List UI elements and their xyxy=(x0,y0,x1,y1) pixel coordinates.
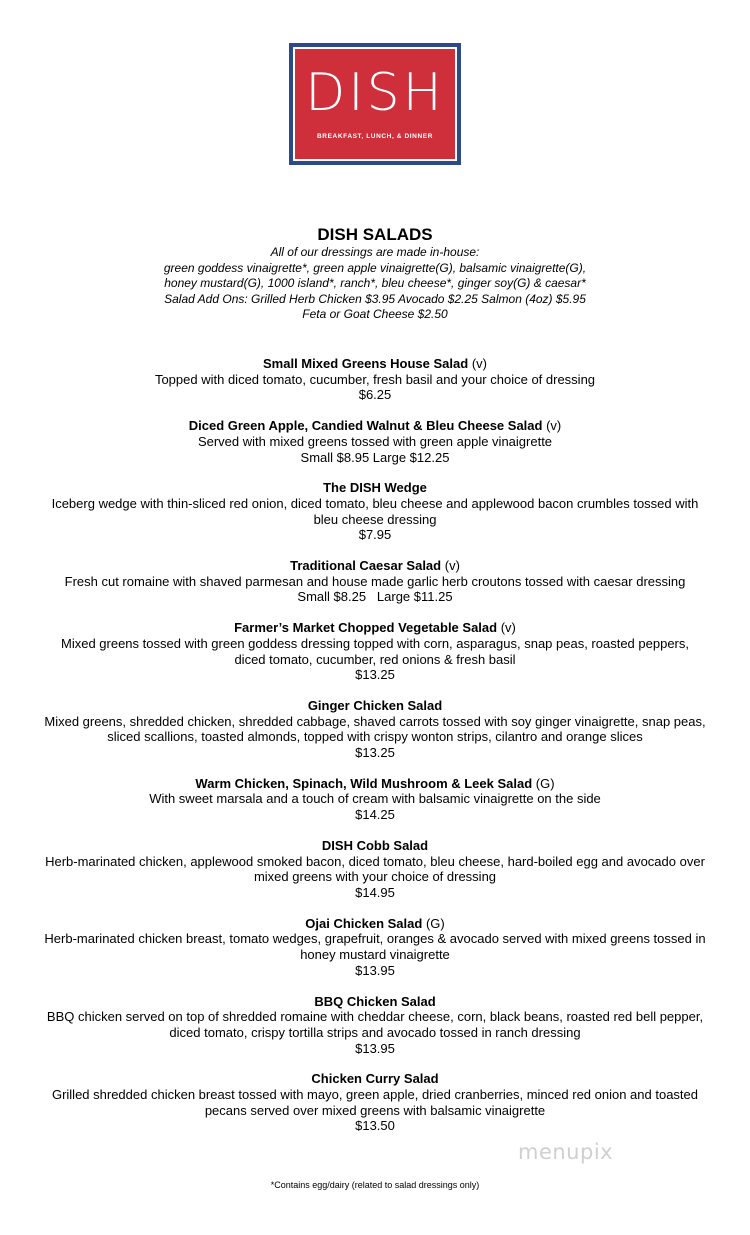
item-price: $13.95 xyxy=(355,962,395,978)
intro-line: All of our dressings are made in-house: xyxy=(270,245,480,259)
footnote: *Contains egg/dairy (related to salad dressings only) xyxy=(270,1180,480,1190)
intro-line: Salad Add Ons: Grilled Herb Chicken $3.95 Avocado $2.25 Salmon (4oz) $5.95 xyxy=(164,291,586,306)
item-name: Farmer’s Market Chopped Vegetable Salad xyxy=(234,620,498,636)
menu-item xyxy=(0,1071,750,1134)
item-price: $13.95 xyxy=(355,1040,395,1056)
item-tag: (v) xyxy=(500,620,516,636)
item-description: Iceberg wedge with thin-sliced red onion, diced tomato, bleu cheese and applewood bacon crumbles tossed with bleu cheese dressing xyxy=(51,495,699,527)
logo-panel xyxy=(293,47,457,161)
item-description: Herb-marinated chicken, applewood smoked bacon, diced tomato, bleu cheese, hard-boiled egg and avocado over mixed greens with your choice of dressing xyxy=(45,853,705,885)
menu-item xyxy=(0,994,750,1057)
logo-wordmark: DISH xyxy=(305,63,445,123)
item-name: Chicken Curry Salad xyxy=(311,1071,439,1087)
salad-list xyxy=(0,356,750,1149)
item-name: Traditional Caesar Salad xyxy=(290,558,442,574)
item-tag: (G) xyxy=(425,915,445,931)
item-description: Mixed greens, shredded chicken, shredded cabbage, shaved carrots tossed with soy ginger vinaigrette, snap peas, sliced scallions, toasted almonds, topped with crispy wonton strips, cilantro and orange slices xyxy=(44,713,706,745)
item-description: Grilled shredded chicken breast tossed with mayo, green apple, dried cranberries, minced red onion and toasted pecans served over mixed greens with balsamic vinaigrette xyxy=(51,1087,699,1118)
item-price: $7.95 xyxy=(358,527,392,543)
item-tag: (G) xyxy=(535,775,555,791)
intro-line: Feta or Goat Cheese $2.50 xyxy=(302,307,448,321)
item-name: Small Mixed Greens House Salad xyxy=(263,356,469,371)
section-header xyxy=(0,225,750,323)
item-name: DISH Cobb Salad xyxy=(321,837,429,853)
item-tag: (v) xyxy=(444,558,460,574)
intro-line: green goddess vinaigrette*, green apple vinaigrette(G), balsamic vinaigrette(G), xyxy=(163,260,587,275)
item-price: $6.25 xyxy=(358,387,392,403)
logo-tagline: BREAKFAST, LUNCH, & DINNER xyxy=(317,133,433,140)
menu-item xyxy=(0,916,750,979)
menu-item xyxy=(0,698,750,761)
menu-item xyxy=(0,620,750,683)
intro-line: honey mustard(G), 1000 island*, ranch*, bleu cheese*, ginger soy(G) & caesar* xyxy=(164,276,586,290)
item-description: Topped with diced tomato, cucumber, fresh basil and your choice of dressing xyxy=(154,371,596,387)
item-description: Herb-marinated chicken breast, tomato wedges, grapefruit, oranges & avocado served with mixed greens tossed in honey mustard vinaigrette xyxy=(44,931,706,963)
menu-item xyxy=(0,838,750,901)
item-tag: (v) xyxy=(546,418,562,434)
watermark-logo: menupix xyxy=(518,1140,614,1164)
item-description: Mixed greens tossed with green goddess dressing topped with corn, asparagus, snap peas, roasted peppers, diced tomato, cucumber, red onions & fresh basil xyxy=(61,635,689,667)
item-name: Ginger Chicken Salad xyxy=(307,697,443,713)
item-tag: (v) xyxy=(471,356,487,371)
menu-item xyxy=(0,776,750,823)
item-price: $14.25 xyxy=(355,807,395,823)
item-price: Small $8.95 Large $12.25 xyxy=(300,449,450,465)
item-price: $13.25 xyxy=(355,667,395,683)
item-description: Served with mixed greens tossed with green apple vinaigrette xyxy=(197,433,553,449)
item-name: Diced Green Apple, Candied Walnut & Bleu Cheese Salad xyxy=(188,418,543,434)
item-price: $14.95 xyxy=(355,884,395,900)
item-price: Small $8.25 Large $11.25 xyxy=(297,589,453,605)
item-name: BBQ Chicken Salad xyxy=(314,993,436,1009)
item-description: Fresh cut romaine with shaved parmesan and house made garlic herb croutons tossed with caesar dressing xyxy=(64,573,686,589)
menu-item xyxy=(0,480,750,543)
section-title: DISH SALADS xyxy=(317,225,433,244)
item-description: BBQ chicken served on top of shredded romaine with cheddar cheese, corn, black beans, roasted red bell pepper, diced tomato, crispy tortilla strips and avocado tossed in ranch dressing xyxy=(46,1009,704,1040)
menu-item xyxy=(0,418,750,465)
item-name: Ojai Chicken Salad xyxy=(305,915,423,931)
dressings-intro xyxy=(0,245,750,323)
item-name: Warm Chicken, Spinach, Wild Mushroom & Leek Salad xyxy=(195,775,533,791)
item-name: The DISH Wedge xyxy=(323,480,427,496)
menu-item xyxy=(0,356,750,403)
item-price: $13.50 xyxy=(355,1118,395,1134)
item-description: With sweet marsala and a touch of cream with balsamic vinaigrette on the side xyxy=(149,791,601,807)
item-price: $13.25 xyxy=(355,745,395,761)
restaurant-logo xyxy=(289,43,461,165)
menu-item xyxy=(0,558,750,605)
